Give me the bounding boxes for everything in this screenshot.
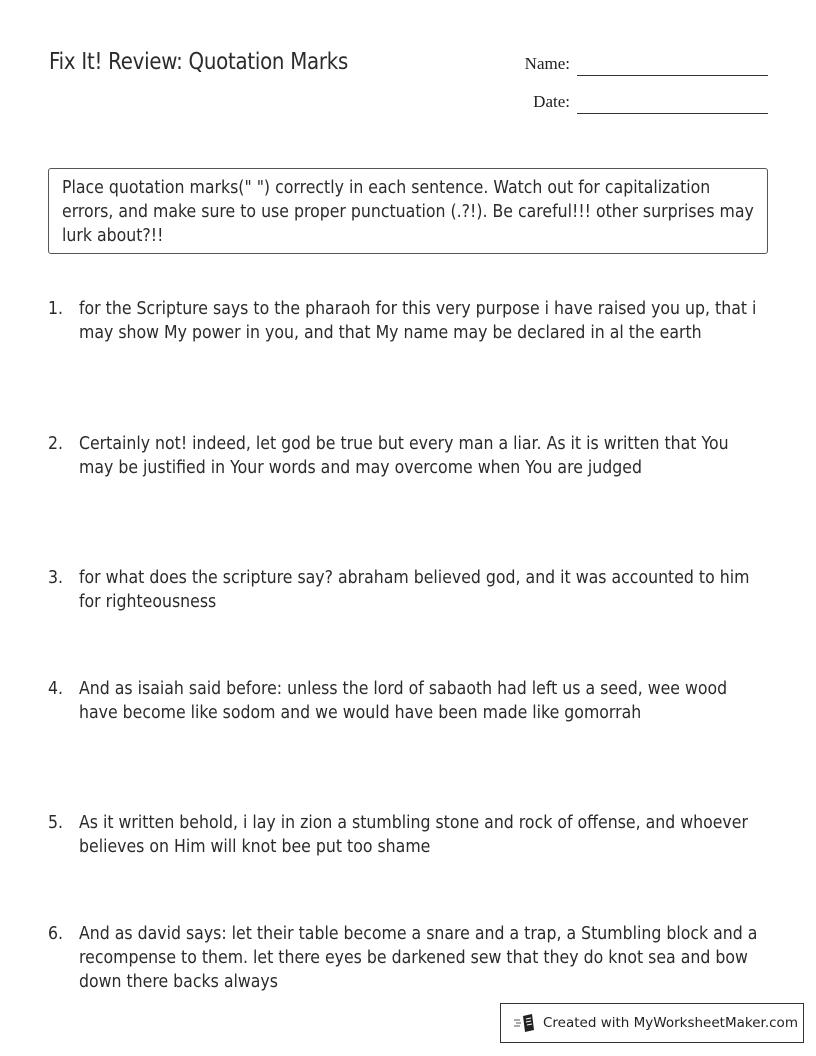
question-text: for what does the scripture say? abraham believed god, and it was accounted to him for righteousness xyxy=(79,568,750,612)
footer-badge[interactable] xyxy=(500,1003,804,1043)
question-text: for the Scripture says to the pharaoh for this very purpose i have raised you up, that i may show My power in you, and that My name may be declared in al the earth xyxy=(79,299,757,343)
instructions-box xyxy=(48,168,768,254)
worksheet-title: Fix It! Review: Quotation Marks xyxy=(49,49,349,75)
question-number: 1. xyxy=(48,299,64,319)
question-text: And as david says: let their table become a snare and a trap, a Stumbling block and a recompense to them. let there eyes be darkened sew that they do knot sea and bow down there backs always xyxy=(79,924,758,992)
question-text: And as isaiah said before: unless the lord of sabaoth had left us a seed, wee wood have become like sodom and we would have been made like gomorrah xyxy=(79,679,728,723)
question-text: Certainly not! indeed, let god be true but every man a liar. As it is written that You may be justified in Your words and may overcome when You are judged xyxy=(79,434,729,478)
question-number: 2. xyxy=(48,434,64,454)
name-field[interactable] xyxy=(500,48,768,78)
name-line[interactable] xyxy=(577,75,768,76)
question-number: 5. xyxy=(48,813,64,833)
question-number: 4. xyxy=(48,679,64,699)
question-number: 3. xyxy=(48,568,64,588)
question-text: As it written behold, i lay in zion a stumbling stone and rock of offense, and whoever believes on Him will knot bee put too shame xyxy=(79,813,748,857)
name-label: Name: xyxy=(524,54,570,73)
question-number: 6. xyxy=(48,924,64,944)
date-field[interactable] xyxy=(500,86,768,116)
worksheet-maker-logo-icon xyxy=(513,1013,539,1033)
footer-text: Created with MyWorksheetMaker.com xyxy=(543,1015,798,1031)
instructions-text: Place quotation marks(" ") correctly in each sentence. Watch out for capitalization errors, and make sure to use proper punctuation (.?!). Be careful!!! other surprises may lurk about?!! xyxy=(62,178,754,246)
date-line[interactable] xyxy=(577,113,768,114)
date-label: Date: xyxy=(533,92,570,111)
